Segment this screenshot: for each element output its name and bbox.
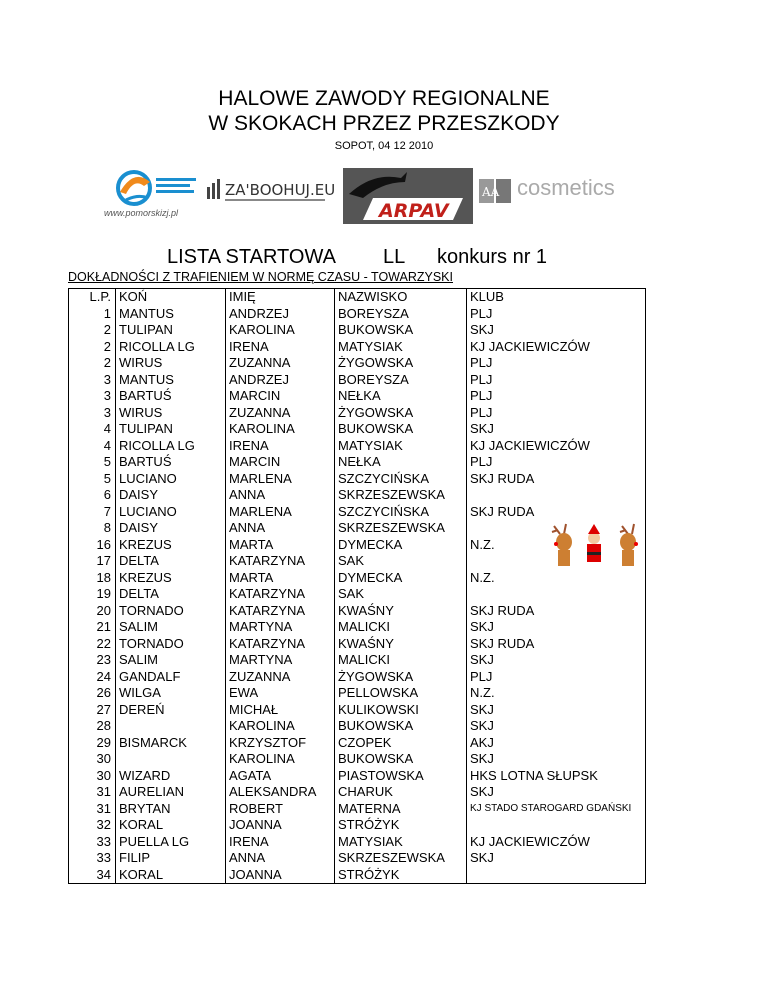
cell-first-name: KRZYSZTOF bbox=[226, 735, 335, 752]
cell-first-name: ANNA bbox=[226, 850, 335, 867]
cell-club: SKJ bbox=[467, 702, 646, 719]
column-header-position: L.P. bbox=[69, 289, 116, 306]
cell-horse: DELTA bbox=[116, 586, 226, 603]
cell-first-name: KATARZYNA bbox=[226, 603, 335, 620]
cell-last-name: SAK bbox=[335, 553, 467, 570]
cell-club: PLJ bbox=[467, 372, 646, 389]
cell-first-name: JOANNA bbox=[226, 867, 335, 884]
cell-club: SKJ RUDA bbox=[467, 603, 646, 620]
cell-position: 34 bbox=[69, 867, 116, 884]
cell-position: 33 bbox=[69, 834, 116, 851]
reindeer-santa-icon bbox=[548, 522, 640, 574]
cell-last-name: BUKOWSKA bbox=[335, 421, 467, 438]
cell-horse: SALIM bbox=[116, 619, 226, 636]
cell-horse: BISMARCK bbox=[116, 735, 226, 752]
cell-position: 29 bbox=[69, 735, 116, 752]
cell-club: PLJ bbox=[467, 355, 646, 372]
cell-first-name: ZUZANNA bbox=[226, 669, 335, 686]
cell-last-name: MATYSIAK bbox=[335, 339, 467, 356]
cell-last-name: BOREYSZA bbox=[335, 372, 467, 389]
cell-first-name: MARCIN bbox=[226, 388, 335, 405]
cell-horse: WILGA bbox=[116, 685, 226, 702]
cell-position: 22 bbox=[69, 636, 116, 653]
cell-position: 26 bbox=[69, 685, 116, 702]
cell-position: 4 bbox=[69, 438, 116, 455]
cell-position: 4 bbox=[69, 421, 116, 438]
cell-last-name: BUKOWSKA bbox=[335, 322, 467, 339]
cell-last-name: SKRZESZEWSKA bbox=[335, 850, 467, 867]
cell-last-name: STRÓŻYK bbox=[335, 817, 467, 834]
cell-position: 31 bbox=[69, 784, 116, 801]
cell-club: AKJ bbox=[467, 735, 646, 752]
cell-last-name: SAK bbox=[335, 586, 467, 603]
table-row bbox=[69, 619, 646, 636]
cell-first-name: ZUZANNA bbox=[226, 405, 335, 422]
cell-last-name: PELLOWSKA bbox=[335, 685, 467, 702]
column-header-club: KLUB bbox=[467, 289, 646, 306]
table-row bbox=[69, 751, 646, 768]
cell-position: 28 bbox=[69, 718, 116, 735]
cell-first-name: IRENA bbox=[226, 339, 335, 356]
table-row bbox=[69, 834, 646, 851]
cell-first-name: MARTYNA bbox=[226, 652, 335, 669]
cell-first-name: AGATA bbox=[226, 768, 335, 785]
table-row bbox=[69, 504, 646, 521]
cell-horse: TORNADO bbox=[116, 603, 226, 620]
table-row bbox=[69, 669, 646, 686]
cell-first-name: KAROLINA bbox=[226, 322, 335, 339]
cell-club: SKJ RUDA bbox=[467, 471, 646, 488]
cell-horse: KORAL bbox=[116, 867, 226, 884]
cell-horse: BRYTAN bbox=[116, 801, 226, 818]
cell-last-name: ŻYGOWSKA bbox=[335, 405, 467, 422]
cell-last-name: BUKOWSKA bbox=[335, 718, 467, 735]
cell-horse: DAISY bbox=[116, 520, 226, 537]
cell-first-name: IRENA bbox=[226, 834, 335, 851]
cell-horse: TULIPAN bbox=[116, 421, 226, 438]
cell-position: 2 bbox=[69, 339, 116, 356]
table-row bbox=[69, 603, 646, 620]
cell-first-name: KAROLINA bbox=[226, 751, 335, 768]
cell-first-name: ANDRZEJ bbox=[226, 372, 335, 389]
cell-horse: TORNADO bbox=[116, 636, 226, 653]
table-row bbox=[69, 867, 646, 884]
cell-horse: BARTUŚ bbox=[116, 454, 226, 471]
cell-horse: KREZUS bbox=[116, 537, 226, 554]
cell-first-name: KAROLINA bbox=[226, 421, 335, 438]
cell-last-name: KULIKOWSKI bbox=[335, 702, 467, 719]
cell-position: 23 bbox=[69, 652, 116, 669]
cell-club: N.Z. bbox=[467, 570, 646, 587]
cell-last-name: CZOPEK bbox=[335, 735, 467, 752]
cell-club: KJ JACKIEWICZÓW bbox=[467, 438, 646, 455]
cell-first-name: JOANNA bbox=[226, 817, 335, 834]
page-title-line2: W SKOKACH PRZEZ PRZESZKODY bbox=[208, 112, 560, 135]
table-row bbox=[69, 702, 646, 719]
table-row bbox=[69, 421, 646, 438]
cell-first-name: MARTA bbox=[226, 537, 335, 554]
cell-first-name: ROBERT bbox=[226, 801, 335, 818]
cell-position: 6 bbox=[69, 487, 116, 504]
cell-horse: WIRUS bbox=[116, 405, 226, 422]
cell-horse: DAISY bbox=[116, 487, 226, 504]
aa-mark-icon bbox=[479, 175, 513, 205]
table-row bbox=[69, 438, 646, 455]
cell-last-name: ŻYGOWSKA bbox=[335, 669, 467, 686]
reindeer-santa-decoration bbox=[548, 522, 640, 574]
zaboohuj-text: ZA'BOOHUJ.EU bbox=[225, 181, 336, 199]
pzj-url: www.pomorskizj.pl bbox=[104, 208, 179, 218]
cell-horse: DELTA bbox=[116, 553, 226, 570]
cell-club: SKJ bbox=[467, 850, 646, 867]
cell-first-name: MARCIN bbox=[226, 454, 335, 471]
cell-first-name: EWA bbox=[226, 685, 335, 702]
cell-horse bbox=[116, 751, 226, 768]
cell-position: 27 bbox=[69, 702, 116, 719]
table-row bbox=[69, 735, 646, 752]
cell-horse: MANTUS bbox=[116, 306, 226, 323]
cell-position: 20 bbox=[69, 603, 116, 620]
cosmetics-text: cosmetics bbox=[517, 175, 615, 200]
cell-club: KJ JACKIEWICZÓW bbox=[467, 834, 646, 851]
table-row bbox=[69, 487, 646, 504]
page-title-line1: HALOWE ZAWODY REGIONALNE bbox=[218, 87, 550, 110]
cell-position: 21 bbox=[69, 619, 116, 636]
cell-horse: SALIM bbox=[116, 652, 226, 669]
cell-club bbox=[467, 867, 646, 884]
cell-position: 31 bbox=[69, 801, 116, 818]
cell-first-name: ALEKSANDRA bbox=[226, 784, 335, 801]
cell-position: 7 bbox=[69, 504, 116, 521]
cell-position: 2 bbox=[69, 322, 116, 339]
table-row bbox=[69, 405, 646, 422]
cell-position: 33 bbox=[69, 850, 116, 867]
cell-club: N.Z. bbox=[467, 537, 646, 554]
arpav-logo bbox=[343, 168, 473, 224]
cell-club: SKJ bbox=[467, 751, 646, 768]
cell-first-name: MARTA bbox=[226, 570, 335, 587]
cell-position: 3 bbox=[69, 388, 116, 405]
cell-position: 8 bbox=[69, 520, 116, 537]
arpav-text: ARPAV bbox=[379, 200, 449, 222]
cell-position: 16 bbox=[69, 537, 116, 554]
cell-first-name: ANNA bbox=[226, 487, 335, 504]
table-row bbox=[69, 636, 646, 653]
cell-last-name: MALICKI bbox=[335, 652, 467, 669]
cell-first-name: ZUZANNA bbox=[226, 355, 335, 372]
cell-club: PLJ bbox=[467, 454, 646, 471]
cell-last-name: BUKOWSKA bbox=[335, 751, 467, 768]
cell-last-name: MALICKI bbox=[335, 619, 467, 636]
cell-first-name: MARLENA bbox=[226, 471, 335, 488]
cell-position: 32 bbox=[69, 817, 116, 834]
column-header-horse: KOŃ bbox=[116, 289, 226, 306]
cell-horse: PUELLA LG bbox=[116, 834, 226, 851]
cell-last-name: NEŁKA bbox=[335, 388, 467, 405]
cell-position: 1 bbox=[69, 306, 116, 323]
cell-last-name: STRÓŻYK bbox=[335, 867, 467, 884]
table-row bbox=[69, 784, 646, 801]
list-heading: LISTA STARTOWA bbox=[167, 246, 336, 268]
table-row bbox=[69, 454, 646, 471]
cell-club bbox=[467, 817, 646, 834]
cell-horse: MANTUS bbox=[116, 372, 226, 389]
cell-last-name: NEŁKA bbox=[335, 454, 467, 471]
cell-club: KJ JACKIEWICZÓW bbox=[467, 339, 646, 356]
contest-number: konkurs nr 1 bbox=[437, 246, 548, 268]
cell-horse bbox=[116, 718, 226, 735]
table-row bbox=[69, 388, 646, 405]
cell-first-name: KATARZYNA bbox=[226, 636, 335, 653]
cell-club: SKJ RUDA bbox=[467, 504, 646, 521]
cell-club bbox=[467, 586, 646, 603]
cell-position: 24 bbox=[69, 669, 116, 686]
cell-horse: RICOLLA LG bbox=[116, 438, 226, 455]
cell-position: 3 bbox=[69, 405, 116, 422]
cell-horse: LUCIANO bbox=[116, 504, 226, 521]
cell-first-name: MARLENA bbox=[226, 504, 335, 521]
svg-text:AA: AA bbox=[482, 185, 500, 199]
table-row bbox=[69, 471, 646, 488]
cell-horse: DEREŃ bbox=[116, 702, 226, 719]
cell-club: PLJ bbox=[467, 669, 646, 686]
cell-position: 2 bbox=[69, 355, 116, 372]
cell-first-name: KAROLINA bbox=[226, 718, 335, 735]
cell-club: HKS LOTNA SŁUPSK bbox=[467, 768, 646, 785]
cell-club: KJ STADO STAROGARD GDAŃSKI bbox=[467, 801, 646, 818]
cell-position: 30 bbox=[69, 768, 116, 785]
cell-position: 17 bbox=[69, 553, 116, 570]
cell-last-name: SZCZYCIŃSKA bbox=[335, 504, 467, 521]
cell-first-name: KATARZYNA bbox=[226, 553, 335, 570]
table-row bbox=[69, 586, 646, 603]
cell-last-name: KWAŚNY bbox=[335, 636, 467, 653]
table-row bbox=[69, 718, 646, 735]
cell-first-name: ANNA bbox=[226, 520, 335, 537]
cell-last-name: SKRZESZEWSKA bbox=[335, 487, 467, 504]
cell-last-name: CHARUK bbox=[335, 784, 467, 801]
cell-last-name: SKRZESZEWSKA bbox=[335, 520, 467, 537]
cell-last-name: DYMECKA bbox=[335, 570, 467, 587]
event-place-date: SOPOT, 04 12 2010 bbox=[334, 140, 434, 152]
table-row bbox=[69, 801, 646, 818]
cell-position: 3 bbox=[69, 372, 116, 389]
table-row bbox=[69, 768, 646, 785]
cosmetics-logo bbox=[479, 175, 639, 205]
cell-club: SKJ bbox=[467, 652, 646, 669]
table-row bbox=[69, 372, 646, 389]
cell-club: SKJ RUDA bbox=[467, 636, 646, 653]
start-list-table bbox=[68, 288, 646, 884]
cell-position: 30 bbox=[69, 751, 116, 768]
table-row bbox=[69, 355, 646, 372]
cell-horse: RICOLLA LG bbox=[116, 339, 226, 356]
table-row bbox=[69, 850, 646, 867]
cell-first-name: ANDRZEJ bbox=[226, 306, 335, 323]
cell-horse: BARTUŚ bbox=[116, 388, 226, 405]
cell-horse: KREZUS bbox=[116, 570, 226, 587]
cell-club: SKJ bbox=[467, 718, 646, 735]
cell-last-name: ŻYGOWSKA bbox=[335, 355, 467, 372]
list-class: LL bbox=[383, 246, 406, 268]
cell-club: SKJ bbox=[467, 619, 646, 636]
cell-club: PLJ bbox=[467, 388, 646, 405]
cell-position: 18 bbox=[69, 570, 116, 587]
cell-last-name: MATYSIAK bbox=[335, 834, 467, 851]
cell-club: PLJ bbox=[467, 405, 646, 422]
cell-horse: KORAL bbox=[116, 817, 226, 834]
cell-club: PLJ bbox=[467, 306, 646, 323]
cell-position: 5 bbox=[69, 471, 116, 488]
zaboohuj-logo bbox=[205, 173, 337, 207]
cell-horse: FILIP bbox=[116, 850, 226, 867]
cell-last-name: DYMECKA bbox=[335, 537, 467, 554]
cell-horse: WIRUS bbox=[116, 355, 226, 372]
cell-horse: WIZARD bbox=[116, 768, 226, 785]
cell-first-name: KATARZYNA bbox=[226, 586, 335, 603]
cell-club: SKJ bbox=[467, 421, 646, 438]
cell-last-name: KWAŚNY bbox=[335, 603, 467, 620]
table-row bbox=[69, 817, 646, 834]
cell-first-name: MICHAŁ bbox=[226, 702, 335, 719]
table-row bbox=[69, 306, 646, 323]
cell-last-name: BOREYSZA bbox=[335, 306, 467, 323]
column-header-first-name: IMIĘ bbox=[226, 289, 335, 306]
cell-horse: TULIPAN bbox=[116, 322, 226, 339]
cell-last-name: SZCZYCIŃSKA bbox=[335, 471, 467, 488]
cell-horse: LUCIANO bbox=[116, 471, 226, 488]
table-row bbox=[69, 685, 646, 702]
cell-last-name: MATYSIAK bbox=[335, 438, 467, 455]
cell-club: SKJ bbox=[467, 322, 646, 339]
cell-horse: AURELIAN bbox=[116, 784, 226, 801]
cell-club: N.Z. bbox=[467, 685, 646, 702]
cell-horse: GANDALF bbox=[116, 669, 226, 686]
cell-first-name: MARTYNA bbox=[226, 619, 335, 636]
table-header-row bbox=[69, 289, 646, 306]
cell-club: SKJ bbox=[467, 784, 646, 801]
cell-club bbox=[467, 487, 646, 504]
cell-last-name: PIASTOWSKA bbox=[335, 768, 467, 785]
cell-first-name: IRENA bbox=[226, 438, 335, 455]
cell-position: 5 bbox=[69, 454, 116, 471]
table-row bbox=[69, 339, 646, 356]
cell-last-name: MATERNA bbox=[335, 801, 467, 818]
cell-position: 19 bbox=[69, 586, 116, 603]
table-row bbox=[69, 322, 646, 339]
competition-description: DOKŁADNOŚCI Z TRAFIENIEM W NORMĘ CZASU - TOWARZYSKI bbox=[68, 270, 453, 284]
column-header-last-name: NAZWISKO bbox=[335, 289, 467, 306]
table-row bbox=[69, 652, 646, 669]
start-list-body bbox=[69, 289, 646, 884]
